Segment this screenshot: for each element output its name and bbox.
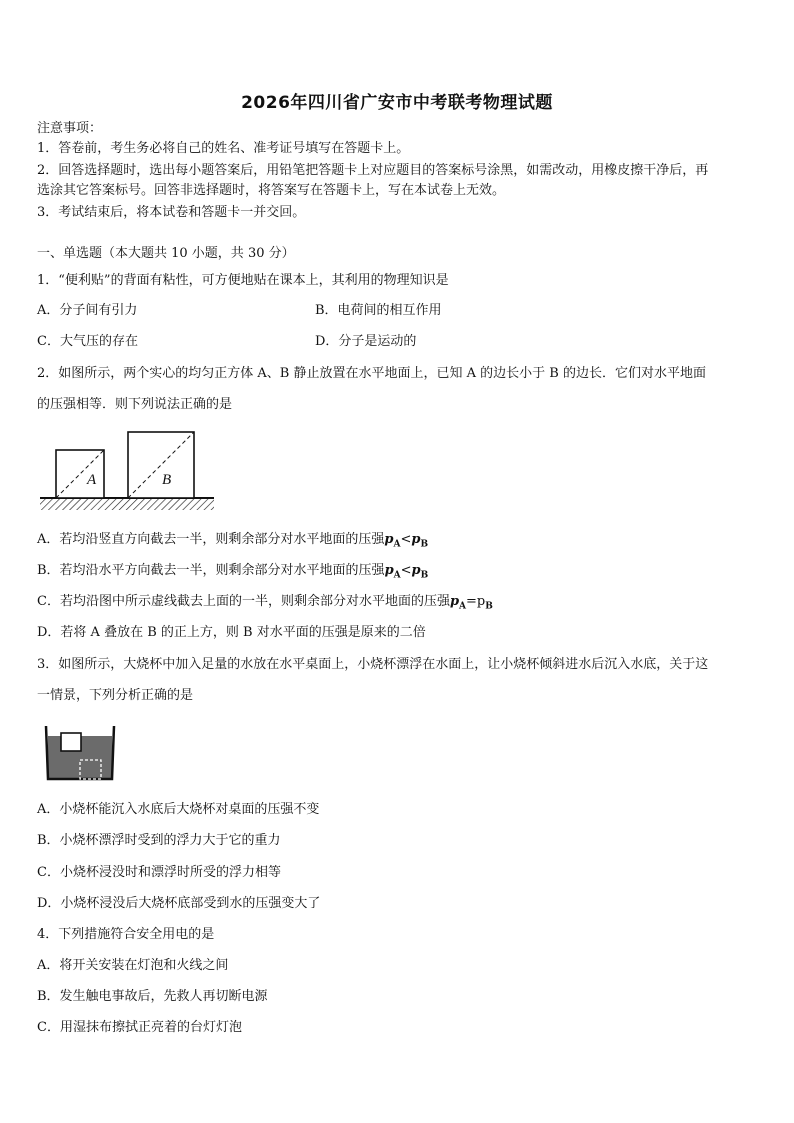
small-beaker-floating: [61, 733, 81, 751]
q2-stem-line2: 的压强相等．则下列说法正确的是: [37, 397, 233, 412]
q1-option-c: C．大气压的存在: [37, 334, 138, 349]
q1-option-a: A．分子间有引力: [37, 303, 138, 318]
q4-option-b: B．发生触电事故后，先救人再切断电源: [37, 989, 268, 1004]
q2-option-d: D．若将 A 叠放在 B 的正上方，则 B 对水平面的压强是原来的二倍: [37, 625, 426, 640]
notice-item-1: 1．答卷前，考生务必将自己的姓名、准考证号填写在答题卡上。: [37, 141, 410, 156]
q3-beaker-figure: [40, 724, 120, 784]
notice-item-2: 2．回答选择题时，选出每小题答案后，用铅笔把答题卡上对应题目的答案标号涂黑，如需改动，用橡皮擦干净后，再: [37, 163, 709, 178]
q2-cubes-figure: [38, 428, 218, 514]
cube-a-label: A: [87, 472, 97, 488]
q2-option-a: A．若均沿竖直方向截去一半，则剩余部分对水平地面的压强$p_A<p_B$: [37, 532, 429, 550]
q2-option-c: C．若均沿图中所示虚线截去上面的一半，则剩余部分对水平地面的压强$p_A=p_B$: [37, 594, 493, 612]
q1-option-d: D．分子是运动的: [315, 334, 417, 349]
notice-heading: 注意事项：: [37, 121, 103, 136]
q3-option-a: A．小烧杯能沉入水底后大烧杯对桌面的压强不变: [37, 802, 320, 817]
ground-hatch: [40, 498, 214, 510]
cube-b-label: B: [162, 472, 172, 488]
q2-stem-line1: 2．如图所示，两个实心的均匀正方体 A、B 静止放置在水平地面上，已知 A 的边长小于 B 的边长．它们对水平地面: [37, 366, 706, 381]
q2-option-b: B．若均沿水平方向截去一半，则剩余部分对水平地面的压强$p_A<p_B$: [37, 563, 429, 581]
q1-stem: 1．“便利贴”的背面有粘性，可方便地贴在课本上，其利用的物理知识是: [37, 273, 449, 288]
q4-option-c: C．用湿抹布擦拭正亮着的台灯灯泡: [37, 1020, 242, 1035]
notice-item-3: 3．考试结束后，将本试卷和答题卡一并交回。: [37, 205, 306, 220]
q3-stem-line1: 3．如图所示，大烧杯中加入足量的水放在水平桌面上，小烧杯漂浮在水面上，让小烧杯倾斜进水后沉入水底，关于这: [37, 657, 709, 672]
q3-option-b: B．小烧杯漂浮时受到的浮力大于它的重力: [37, 833, 281, 848]
section-heading: 一、单选题（本大题共 10 小题，共 30 分）: [37, 246, 295, 261]
q3-option-d: D．小烧杯浸没后大烧杯底部受到水的压强变大了: [37, 896, 321, 911]
q4-option-a: A．将开关安装在灯泡和火线之间: [37, 958, 229, 973]
page-title: 2026年四川省广安市中考联考物理试题: [241, 93, 553, 113]
notice-item-2-cont: 选涂其它答案标号。回答非选择题时，将答案写在答题卡上，写在本试卷上无效。: [37, 183, 506, 198]
q3-stem-line2: 一情景，下列分析正确的是: [37, 688, 194, 703]
q4-stem: 4．下列措施符合安全用电的是: [37, 927, 215, 942]
q3-option-c: C．小烧杯浸没时和漂浮时所受的浮力相等: [37, 865, 281, 880]
q1-option-b: B．电荷间的相互作用: [315, 303, 442, 318]
